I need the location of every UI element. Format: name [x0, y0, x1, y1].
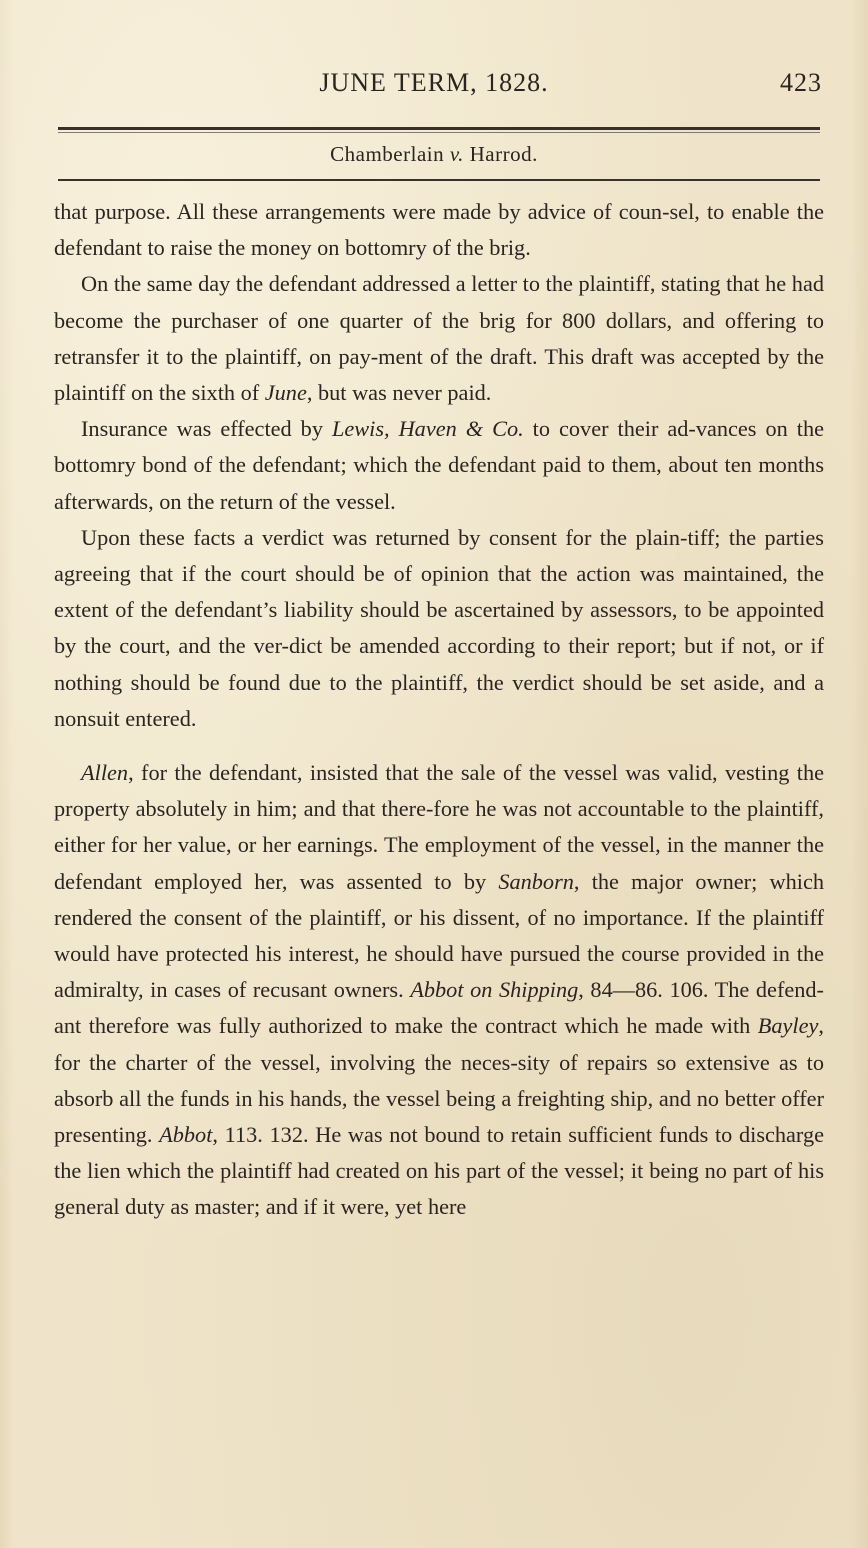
running-head [0, 68, 868, 108]
italic-run: Allen [81, 760, 129, 786]
paragraph [54, 411, 824, 520]
text-run: , 113. 132. He was not bound to retain sufficient funds to discharge the lien which the plaintiff had created on his part of the vessel; it being no part of his general duty as master; and if it were, yet here [54, 1122, 825, 1220]
text-run: Upon these facts a verdict was returned by consent for the plain-tiff; the parties agreeing that if the court should be of opinion that the action was maintained, the extent of the defendant’s liability should be ascertained by assessors, to be appointed by the court, and the ver-dict be amended according to their report; but if not, or if nothing should be found due to the plaintiff, the verdict should be set aside, and a nonsuit entered. [54, 524, 824, 731]
text-run: , for the charter of the vessel, involving the neces-sity of repairs so extensive as to absorb all the funds in his hands, the vessel being a freighting ship, and no better offer presenting. [54, 1013, 824, 1148]
header-rule-bottom [58, 179, 820, 181]
text-run: , 84—86. 106. The defend-ant therefore was fully authorized to make the contract which he made with [54, 977, 824, 1039]
italic-run: Bayley [757, 1013, 819, 1039]
case-plaintiff: Chamberlain [330, 142, 445, 166]
text-run: to cover their ad-vances on the bottomry bond of the defendant; which the defendant paid to them, about ten months afterwards, on the return of the vessel. [54, 416, 825, 514]
text-run: , but was never paid. [306, 380, 492, 406]
paragraph [54, 194, 824, 266]
case-defendant: Harrod. [469, 142, 538, 166]
case-versus: v. [449, 142, 464, 166]
header-rule-top [58, 127, 820, 130]
italic-run: Lewis, Haven & Co. [331, 416, 524, 442]
running-title: JUNE TERM, 1828. [319, 68, 549, 97]
paragraph [54, 520, 824, 737]
italic-run: Sanborn [498, 868, 574, 894]
italic-run: June [264, 380, 307, 406]
italic-run: Abbot [159, 1122, 213, 1148]
page-number: 423 [780, 68, 822, 97]
text-run: Insurance was effected by [81, 416, 332, 442]
body-text [54, 194, 824, 1226]
text-run: , for the defendant, insisted that the sale of the vessel was valid, vesting the property absolutely in him; and that there-fore he was not accountable to the plaintiff, either for her value, or her earnings. The employment of the vessel, in the manner the defendant employed her, was assented to by [54, 760, 824, 894]
text-run: On the same day the defendant addressed a letter to the plaintiff, stating that he had become the purchaser of one quarter of the brig for 800 dollars, and offering to retransfer it to the plaintiff, on pay-ment of the draft. This draft was accepted by the plaintiff on the sixth of [54, 271, 824, 406]
header-rule-top-thin [58, 132, 820, 133]
case-title [0, 142, 868, 167]
paragraph [54, 266, 824, 411]
paragraph [54, 755, 824, 1226]
text-run: that purpose. All these arrangements were made by advice of coun-sel, to enable the defendant to raise the money on bottomry of the brig. [54, 199, 824, 261]
text-run: , the major owner; which rendered the consent of the plaintiff, or his dissent, of no importance. If the plaintiff would have protected his interest, he should have pursued the course provided in the admiralty, in cases of recusant owners. [54, 868, 824, 1003]
italic-run: Abbot on Shipping [410, 977, 579, 1003]
